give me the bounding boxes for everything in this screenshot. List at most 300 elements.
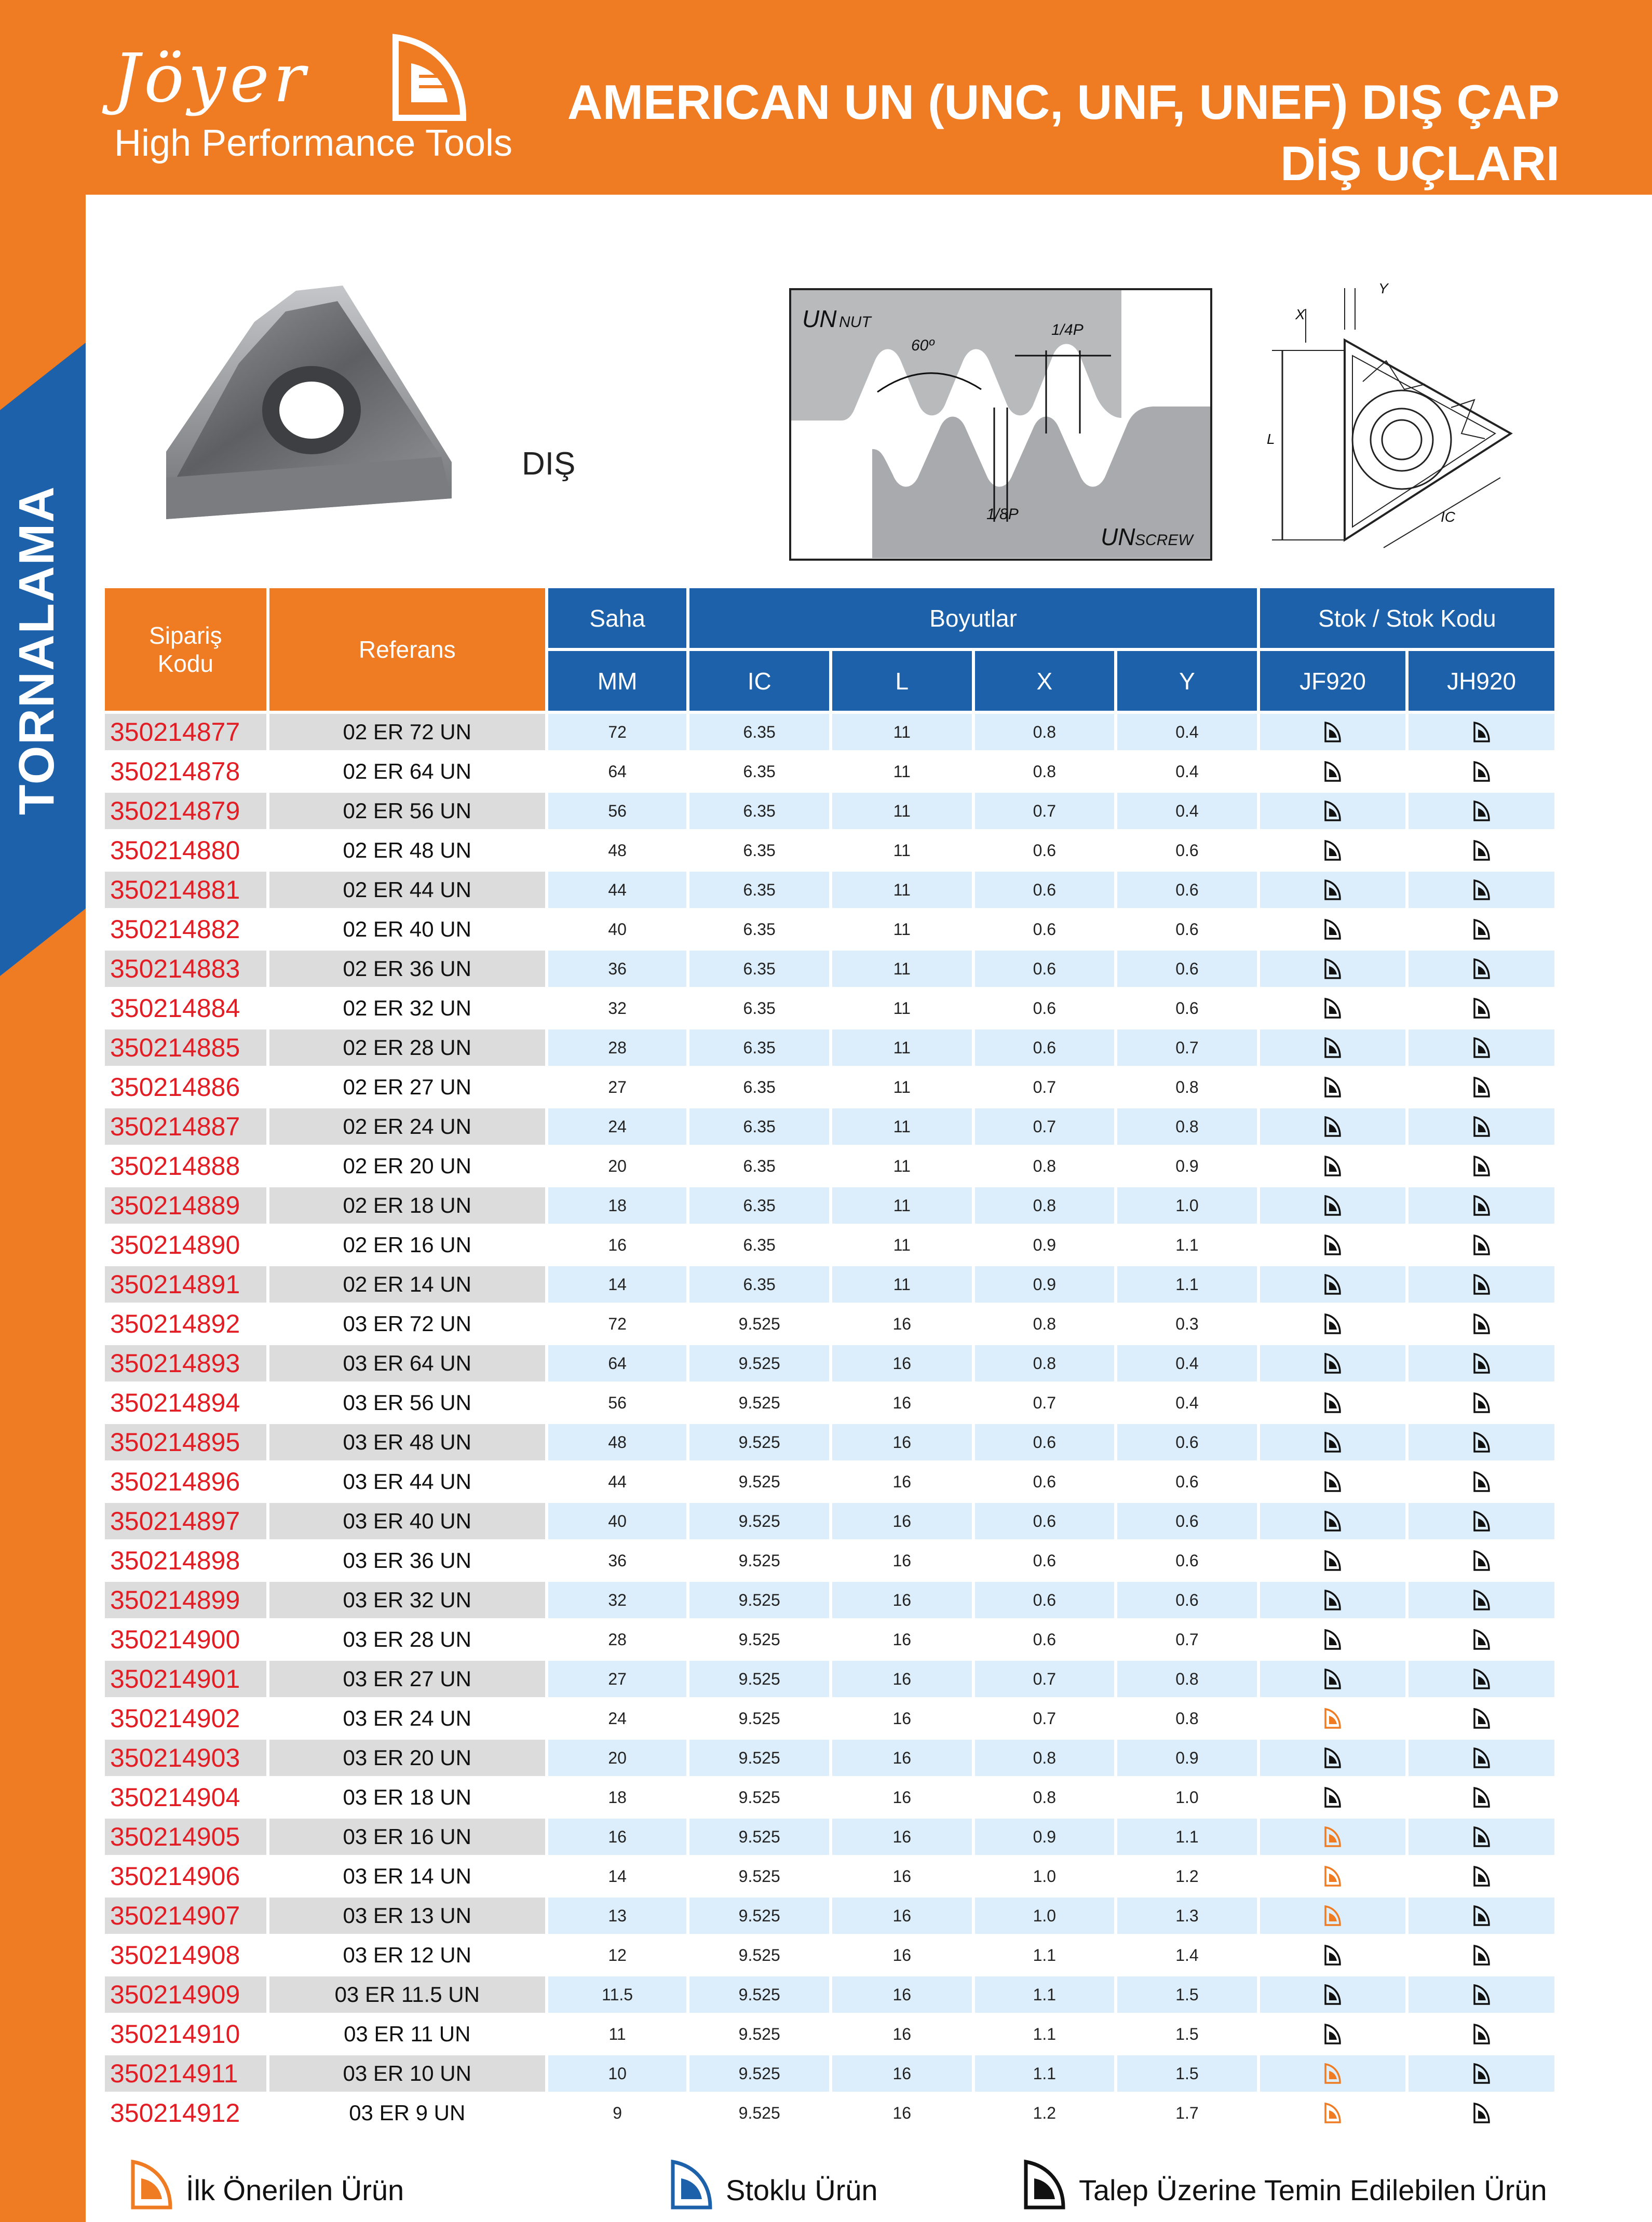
order-code-cell: 350214878 [110,757,240,786]
pitch-cell: 64 [548,1345,687,1381]
x-cell: 0.8 [1033,762,1057,781]
table-row [105,1108,1554,1145]
pitch-cell: 13 [548,1898,687,1934]
order-code-cell: 350214888 [110,1151,240,1181]
y-cell: 0.7 [1175,1630,1199,1649]
x-cell: 0.8 [1033,1314,1057,1333]
brand-mark-icon [390,32,468,123]
order-code-cell: 350214909 [105,1976,266,2013]
stock-status-jh-cell [1409,832,1554,869]
x-cell: 0.6 [975,1582,1115,1618]
reference-cell: 02 ER 18 UN [269,1187,545,1224]
order-code-cell: 350214895 [105,1424,266,1460]
profile-angle-label: 60º [911,337,935,354]
ic-cell: 6.35 [689,1108,829,1145]
on-request-icon [1324,1944,1342,1966]
order-code-cell: 350214890 [110,1230,240,1259]
table-row [105,714,1554,750]
ic-cell: 9.525 [738,1472,780,1491]
on-request-icon [1473,918,1491,940]
pitch-cell: 36 [548,951,687,987]
order-code-cell: 350214903 [105,1740,266,1776]
order-code-cell: 350214880 [110,836,240,865]
stock-status-jf-cell [1260,1700,1406,1737]
on-request-icon [1473,1826,1491,1848]
y-cell: 0.6 [1117,951,1257,987]
table-row [105,2016,1554,2052]
table-row [105,1385,1554,1421]
stock-status-jh-cell [1409,872,1554,908]
l-cell: 11 [832,714,972,750]
stock-status-jh-cell [1409,793,1554,829]
y-cell: 0.4 [1117,1345,1257,1381]
reference-cell: 02 ER 27 UN [343,1075,471,1099]
order-code-cell: 350214900 [110,1625,240,1654]
profile-screw-label: UN [1101,523,1135,550]
legend-stock-label: Stoklu Ürün [726,2174,878,2206]
stock-status-jf-cell [1260,1306,1406,1342]
stock-status-jf-cell [1260,1621,1406,1658]
header-order-code: Sipariş Kodu [105,588,266,711]
stock-status-jf-cell [1260,1029,1406,1066]
ic-cell: 9.525 [689,1898,829,1934]
x-cell: 0.6 [975,1503,1115,1539]
ic-cell: 9.525 [689,1661,829,1697]
header-dimensions: Boyutlar [689,588,1256,648]
stock-status-jf-cell [1260,1148,1406,1184]
reference-cell: 03 ER 9 UN [349,2101,466,2125]
on-request-icon [1473,1550,1491,1571]
stock-status-jh-cell [1409,1227,1554,1263]
l-cell: 11 [893,1077,911,1096]
on-request-icon [1473,1195,1491,1216]
l-cell: 16 [892,1551,912,1570]
threading-insert-image [161,280,483,530]
x-cell: 0.6 [1033,841,1057,860]
reference-cell: 03 ER 24 UN [343,1706,471,1730]
profile-nut-sub: NUT [839,314,871,331]
header-grade-jh920: JH920 [1409,651,1554,711]
order-code-cell: 350214911 [105,2055,266,2092]
y-cell: 1.5 [1175,2024,1199,2043]
first-recommended-icon [1324,1905,1342,1927]
y-cell: 0.6 [1117,1424,1257,1460]
l-cell: 16 [832,1345,972,1381]
on-request-icon [1324,1155,1342,1177]
on-request-icon [1473,1510,1491,1532]
ic-cell: 6.35 [689,793,829,829]
reference-cell: 03 ER 20 UN [269,1740,545,1776]
on-request-icon [1324,1195,1342,1216]
table-row [105,911,1554,947]
ic-cell: 9.525 [738,2024,780,2043]
x-cell: 0.7 [975,1108,1115,1145]
stock-status-jf-cell [1260,911,1406,947]
stock-status-jh-cell [1409,2016,1554,2052]
table-row [105,1976,1554,2013]
on-request-icon [1473,1668,1491,1690]
l-cell: 11 [832,1108,972,1145]
ic-cell: 9.525 [689,1424,829,1460]
stock-status-jf-cell [1260,2095,1406,2131]
stock-status-jh-cell [1409,1858,1554,1894]
pitch-cell: 11 [608,2024,626,2043]
on-request-icon [1324,1747,1342,1769]
y-cell: 1.5 [1117,1976,1257,2013]
order-code-cell: 350214902 [110,1704,240,1733]
table-row [105,1661,1554,1697]
y-cell: 0.9 [1117,1740,1257,1776]
reference-cell: 03 ER 32 UN [269,1582,545,1618]
stock-status-jh-cell [1409,1937,1554,1973]
first-recommended-icon [130,2159,173,2211]
y-cell: 0.3 [1175,1314,1199,1333]
table-row [105,1029,1554,1066]
stock-status-jf-cell [1260,1937,1406,1973]
header-pitch: Saha [548,588,687,648]
stock-status-jh-cell [1409,1345,1554,1381]
first-recommended-icon [1324,1826,1342,1848]
pitch-cell: 20 [608,1156,627,1175]
pitch-cell: 32 [608,998,627,1018]
on-request-icon [1324,1234,1342,1256]
table-row [105,1069,1554,1105]
thread-profile-diagram [789,288,1212,561]
on-request-icon [1324,997,1342,1019]
legend-on-request [1023,2159,1583,2211]
stock-status-jf-cell [1260,1976,1406,2013]
table-row [105,1306,1554,1342]
stock-status-jh-cell [1409,1661,1554,1697]
l-cell: 16 [832,1424,972,1460]
stock-status-jh-cell [1409,1700,1554,1737]
x-cell: 0.6 [975,872,1115,908]
table-row [105,1542,1554,1579]
reference-cell: 02 ER 16 UN [343,1232,471,1257]
pitch-cell: 32 [548,1582,687,1618]
stock-status-jh-cell [1409,1306,1554,1342]
ic-cell: 9.525 [738,1709,780,1728]
x-cell: 1.0 [975,1898,1115,1934]
stock-status-jh-cell [1409,1503,1554,1539]
stock-status-jh-cell [1409,1542,1554,1579]
order-code-cell: 350214892 [110,1309,240,1338]
reference-cell: 03 ER 27 UN [269,1661,545,1697]
order-code-cell: 350214887 [105,1108,266,1145]
on-request-icon [1473,1155,1491,1177]
reference-cell: 03 ER 11 UN [344,2022,471,2046]
table-row [105,1345,1554,1381]
order-code-cell: 350214908 [110,1941,240,1970]
stock-status-jf-cell [1260,832,1406,869]
y-cell: 0.8 [1175,1709,1199,1728]
first-recommended-icon [1324,1708,1342,1729]
on-request-icon [1473,1629,1491,1650]
geometry-y-label: Y [1378,280,1388,296]
reference-cell: 03 ER 13 UN [269,1898,545,1934]
on-request-icon [1324,1589,1342,1611]
x-cell: 1.2 [1033,2103,1057,2122]
pitch-cell: 12 [608,1945,627,1964]
table-row [105,2055,1554,2092]
x-cell: 0.8 [975,1187,1115,1224]
l-cell: 16 [892,1866,912,1886]
on-request-icon [1324,1510,1342,1532]
y-cell: 0.6 [1117,1503,1257,1539]
y-cell: 0.6 [1175,1472,1199,1491]
order-code-cell: 350214889 [105,1187,266,1224]
on-request-icon [1473,958,1491,980]
stock-status-jh-cell [1409,2095,1554,2131]
y-cell: 1.3 [1117,1898,1257,1934]
stock-status-jh-cell [1409,1069,1554,1105]
on-request-icon [1324,1273,1342,1295]
y-cell: 1.4 [1175,1945,1199,1964]
legend-first-recommended [130,2159,493,2211]
on-request-icon [1324,1037,1342,1059]
on-request-icon [1473,761,1491,782]
on-request-icon [1473,2102,1491,2124]
pitch-cell: 18 [608,1787,627,1807]
sidebar-tab-slant-bottom [0,909,86,976]
table-row [105,1582,1554,1618]
stock-status-jh-cell [1409,1898,1554,1934]
order-code-cell: 350214896 [110,1467,240,1496]
on-request-icon [1324,1352,1342,1374]
x-cell: 0.7 [1033,1393,1057,1412]
on-request-icon [1473,1352,1491,1374]
reference-cell: 03 ER 64 UN [269,1345,545,1381]
sidebar-tab-slant [0,343,86,410]
pitch-cell: 27 [548,1661,687,1697]
on-request-icon [1324,1984,1342,2006]
legend-in-stock [670,2159,960,2211]
reference-cell: 02 ER 32 UN [343,996,471,1020]
stock-status-jf-cell [1260,990,1406,1026]
ic-cell: 9.525 [738,1787,780,1807]
on-request-icon [1324,1116,1342,1137]
ic-cell: 6.35 [743,998,776,1018]
on-request-icon [1473,1431,1491,1453]
stock-status-jh-cell [1409,1779,1554,1815]
y-cell: 1.7 [1175,2103,1199,2122]
reference-cell: 02 ER 40 UN [343,917,471,941]
reference-cell: 03 ER 48 UN [269,1424,545,1460]
reference-cell: 03 ER 72 UN [343,1311,471,1336]
ic-cell: 6.35 [743,1156,776,1175]
table-row [105,1740,1554,1776]
y-cell: 0.4 [1117,714,1257,750]
stock-status-jf-cell [1260,872,1406,908]
page-header [0,0,1652,195]
x-cell: 1.1 [975,2055,1115,2092]
pitch-cell: 44 [548,872,687,908]
table-row [105,1858,1554,1894]
header-stock: Stok / Stok Kodu [1260,588,1554,648]
l-cell: 16 [892,1472,912,1491]
stock-status-jh-cell [1409,1621,1554,1658]
reference-cell: 03 ER 56 UN [343,1390,471,1415]
ic-cell: 6.35 [689,951,829,987]
order-code-cell: 350214904 [110,1783,240,1812]
table-row [105,753,1554,790]
y-cell: 0.8 [1175,1077,1199,1096]
geometry-x-label: X [1295,306,1305,322]
x-cell: 1.1 [1033,1945,1057,1964]
header-grade-jf920: JF920 [1260,651,1406,711]
reference-cell: 03 ER 16 UN [269,1819,545,1855]
stock-status-jh-cell [1409,1424,1554,1460]
pitch-cell: 64 [608,762,627,781]
page-title-line-2: DİŞ UÇLARI [1280,136,1560,191]
l-cell: 16 [892,1787,912,1807]
on-request-icon [1473,1116,1491,1137]
x-cell: 1.1 [1033,2024,1057,2043]
x-cell: 0.8 [1033,1787,1057,1807]
order-code-cell: 350214910 [110,2020,240,2049]
l-cell: 16 [892,1393,912,1412]
stock-status-jh-cell [1409,1108,1554,1145]
ic-cell: 6.35 [743,1077,776,1096]
x-cell: 0.6 [1033,919,1057,939]
stock-status-jf-cell [1260,793,1406,829]
stock-status-jh-cell [1409,1266,1554,1303]
order-code-cell: 350214899 [105,1582,266,1618]
stock-status-jf-cell [1260,1858,1406,1894]
y-cell: 0.7 [1117,1029,1257,1066]
y-cell: 0.4 [1117,793,1257,829]
l-cell: 16 [832,1819,972,1855]
on-request-icon [1473,1037,1491,1059]
ic-cell: 6.35 [689,714,829,750]
table-row [105,2095,1554,2131]
order-code-cell: 350214893 [105,1345,266,1381]
stock-status-jh-cell [1409,2055,1554,2092]
on-request-icon [1023,2159,1066,2211]
stock-status-jf-cell [1260,1464,1406,1500]
y-cell: 1.2 [1175,1866,1199,1886]
ic-cell: 9.525 [738,2103,780,2122]
y-cell: 1.1 [1175,1235,1199,1254]
stock-status-jf-cell [1260,1661,1406,1697]
x-cell: 0.9 [975,1819,1115,1855]
on-request-icon [1324,1313,1342,1335]
order-code-cell: 350214905 [105,1819,266,1855]
ic-cell: 6.35 [743,841,776,860]
on-request-icon [1473,1076,1491,1098]
reference-cell: 02 ER 14 UN [269,1266,545,1303]
pitch-cell: 14 [608,1866,627,1886]
page-title-line-1: AMERICAN UN (UNC, UNF, UNEF) DIŞ ÇAP [567,75,1560,129]
on-request-icon [1473,1905,1491,1927]
l-cell: 11 [893,998,911,1018]
stock-status-jf-cell [1260,1385,1406,1421]
pitch-cell: 40 [548,1503,687,1539]
l-cell: 11 [893,841,911,860]
x-cell: 0.6 [975,951,1115,987]
table-row [105,1266,1554,1303]
on-request-icon [1473,800,1491,822]
ic-cell: 6.35 [743,1235,776,1254]
y-cell: 0.6 [1175,998,1199,1018]
stock-status-jf-cell [1260,1345,1406,1381]
order-code-cell: 350214882 [110,915,240,944]
l-cell: 11 [893,919,911,939]
y-cell: 1.1 [1117,1819,1257,1855]
x-cell: 0.6 [975,1424,1115,1460]
brand-logo-text: Jöyer [113,40,309,117]
x-cell: 0.8 [975,714,1115,750]
reference-cell: 03 ER 14 UN [343,1864,471,1888]
reference-cell: 02 ER 24 UN [269,1108,545,1145]
order-code-cell: 350214901 [105,1661,266,1697]
geometry-ic-label: IC [1441,509,1455,525]
table-row [105,1621,1554,1658]
stock-status-jh-cell [1409,1385,1554,1421]
header-l: L [832,651,972,711]
pitch-cell: 11.5 [548,1976,687,2013]
ic-cell: 9.525 [689,1582,829,1618]
reference-cell: 02 ER 72 UN [269,714,545,750]
stock-status-jh-cell [1409,1148,1554,1184]
on-request-icon [1473,1234,1491,1256]
pitch-cell: 40 [608,919,627,939]
l-cell: 11 [893,1235,911,1254]
on-request-icon [1324,1668,1342,1690]
ic-cell: 9.525 [689,1976,829,2013]
order-code-cell: 350214877 [105,714,266,750]
pitch-cell: 72 [548,714,687,750]
l-cell: 16 [892,2024,912,2043]
order-code-cell: 350214881 [105,872,266,908]
pitch-cell: 44 [608,1472,627,1491]
on-request-icon [1473,1944,1491,1966]
on-request-icon [1324,1550,1342,1571]
pitch-cell: 24 [548,1108,687,1145]
on-request-icon [1473,1589,1491,1611]
order-code-cell: 350214894 [110,1388,240,1417]
l-cell: 16 [832,1661,972,1697]
on-request-icon [1324,839,1342,861]
page-title [567,72,1560,194]
order-code-cell: 350214912 [110,2098,240,2128]
header-reference: Referans [269,588,545,711]
geometry-l-label: L [1267,431,1275,447]
stock-status-jf-cell [1260,1424,1406,1460]
l-cell: 16 [892,1314,912,1333]
table-row [105,1148,1554,1184]
l-cell: 11 [832,1266,972,1303]
l-cell: 11 [832,872,972,908]
legend-order-label: Talep Üzerine Temin Edilebilen Ürün [1079,2174,1547,2206]
ic-cell: 6.35 [689,1187,829,1224]
stock-status-jf-cell [1260,951,1406,987]
stock-status-jh-cell [1409,1464,1554,1500]
on-request-icon [1324,721,1342,743]
y-cell: 0.6 [1175,841,1199,860]
table-row [105,990,1554,1026]
first-recommended-icon [1324,1865,1342,1887]
pitch-cell: 72 [608,1314,627,1333]
pitch-cell: 48 [608,841,627,860]
ic-cell: 9.525 [689,1503,829,1539]
l-cell: 11 [893,762,911,781]
insert-type-label: DIŞ [522,446,576,482]
l-cell: 11 [832,793,972,829]
on-request-icon [1473,1865,1491,1887]
header-x: X [975,651,1115,711]
on-request-icon [1324,1076,1342,1098]
